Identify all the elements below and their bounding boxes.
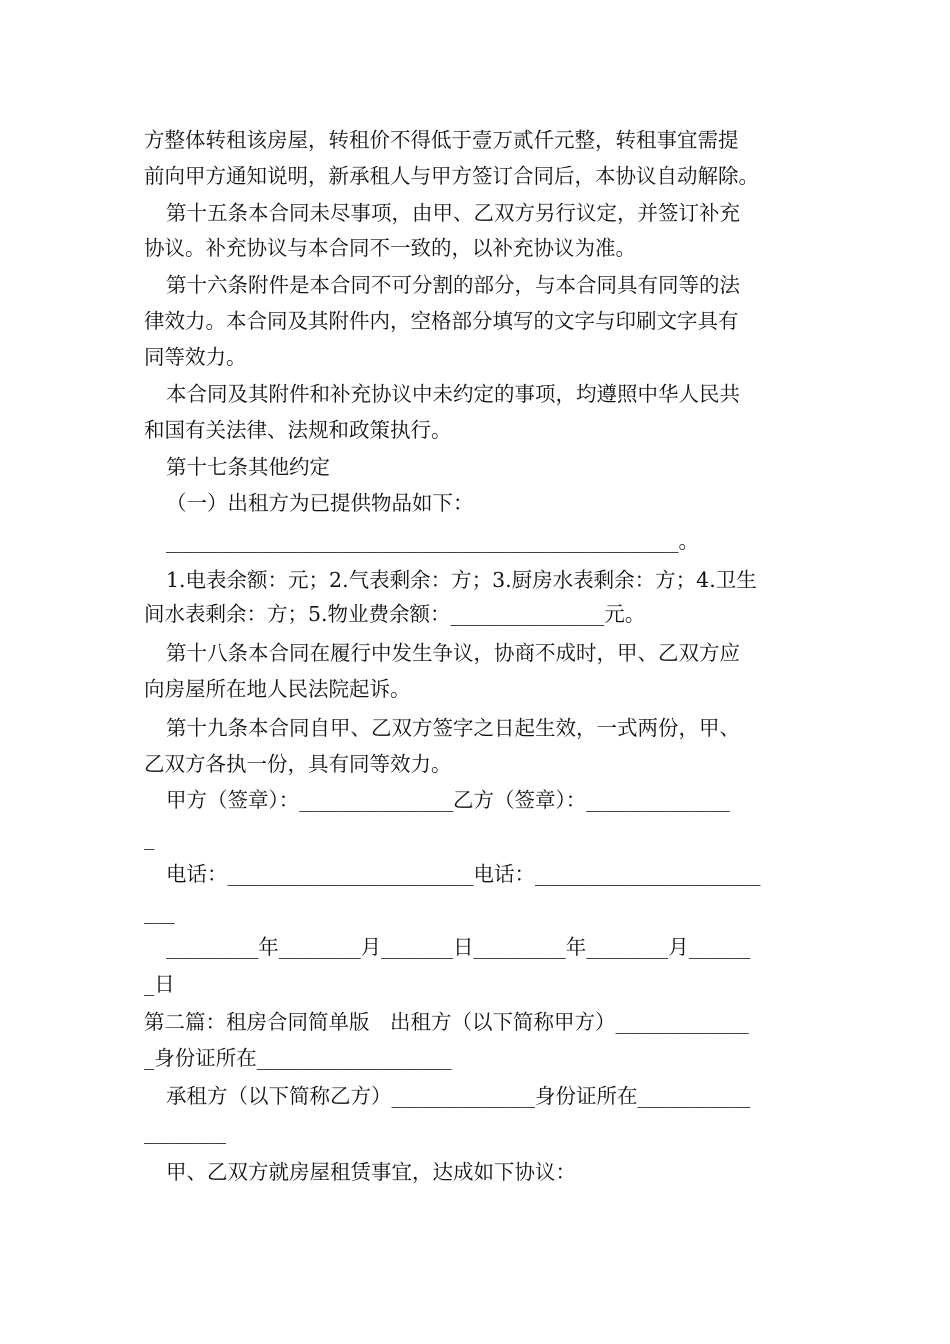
text-line: 第十九条本合同自甲、乙双方签字之日起生效，一式两份，甲、	[166, 716, 740, 740]
text-line: 间水表剩余：方；5.物业费余额：_______________元。	[144, 602, 646, 626]
text-line: 乙双方各执一份，具有同等效力。	[144, 752, 452, 776]
text-line: 本合同及其附件和补充协议中未约定的事项，均遵照中华人民共	[166, 382, 740, 406]
text-line: 前向甲方通知说明，新承租人与甲方签订合同后，本协议自动解除。	[144, 164, 759, 188]
text-line: __________________________________________________。	[166, 529, 699, 553]
text-line: 同等效力。	[144, 345, 247, 369]
text-line: _	[144, 826, 155, 850]
text-line: 电话：________________________电话：______________________	[166, 862, 761, 886]
text-line: 第二篇：租房合同简单版 出租方（以下简称甲方）_____________	[144, 1010, 749, 1034]
text-line: 方整体转租该房屋，转租价不得低于壹万贰仟元整，转租事宜需提	[144, 128, 739, 152]
text-line: 律效力。本合同及其附件内，空格部分填写的文字与印刷文字具有	[144, 309, 739, 333]
text-line: 第十五条本合同未尽事项，由甲、乙双方另行议定，并签订补充	[166, 201, 740, 225]
text-line: 第十六条附件是本合同不可分割的部分，与本合同具有同等的法	[166, 273, 740, 297]
text-line: _日	[144, 972, 175, 996]
text-line: 甲、乙双方就房屋租赁事宜，达成如下协议：	[166, 1160, 576, 1184]
text-line: 第十八条本合同在履行中发生争议，协商不成时，甲、乙双方应	[166, 641, 740, 665]
text-line: 和国有关法律、法规和政策执行。	[144, 418, 452, 442]
text-line: _身份证所在___________________	[144, 1046, 452, 1070]
text-line: _________年________月_______日_________年________月______	[166, 935, 751, 959]
text-line: （一）出租方为已提供物品如下：	[166, 491, 474, 515]
text-line: 协议。补充协议与本合同不一致的，以补充协议为准。	[144, 236, 636, 260]
text-line: 甲方（签章）：_______________乙方（签章）：______________	[166, 788, 730, 812]
text-line: 向房屋所在地人民法院起诉。	[144, 677, 411, 701]
text-line: ________	[144, 1120, 226, 1144]
text-line: 第十七条其他约定	[166, 455, 330, 479]
text-line: 承租方（以下简称乙方）______________身份证所在___________	[166, 1084, 751, 1108]
text-line: ___	[144, 900, 175, 924]
text-line: 1.电表余额：元；2.气表剩余：方；3.厨房水表剩余：方；4.卫生	[166, 568, 757, 592]
